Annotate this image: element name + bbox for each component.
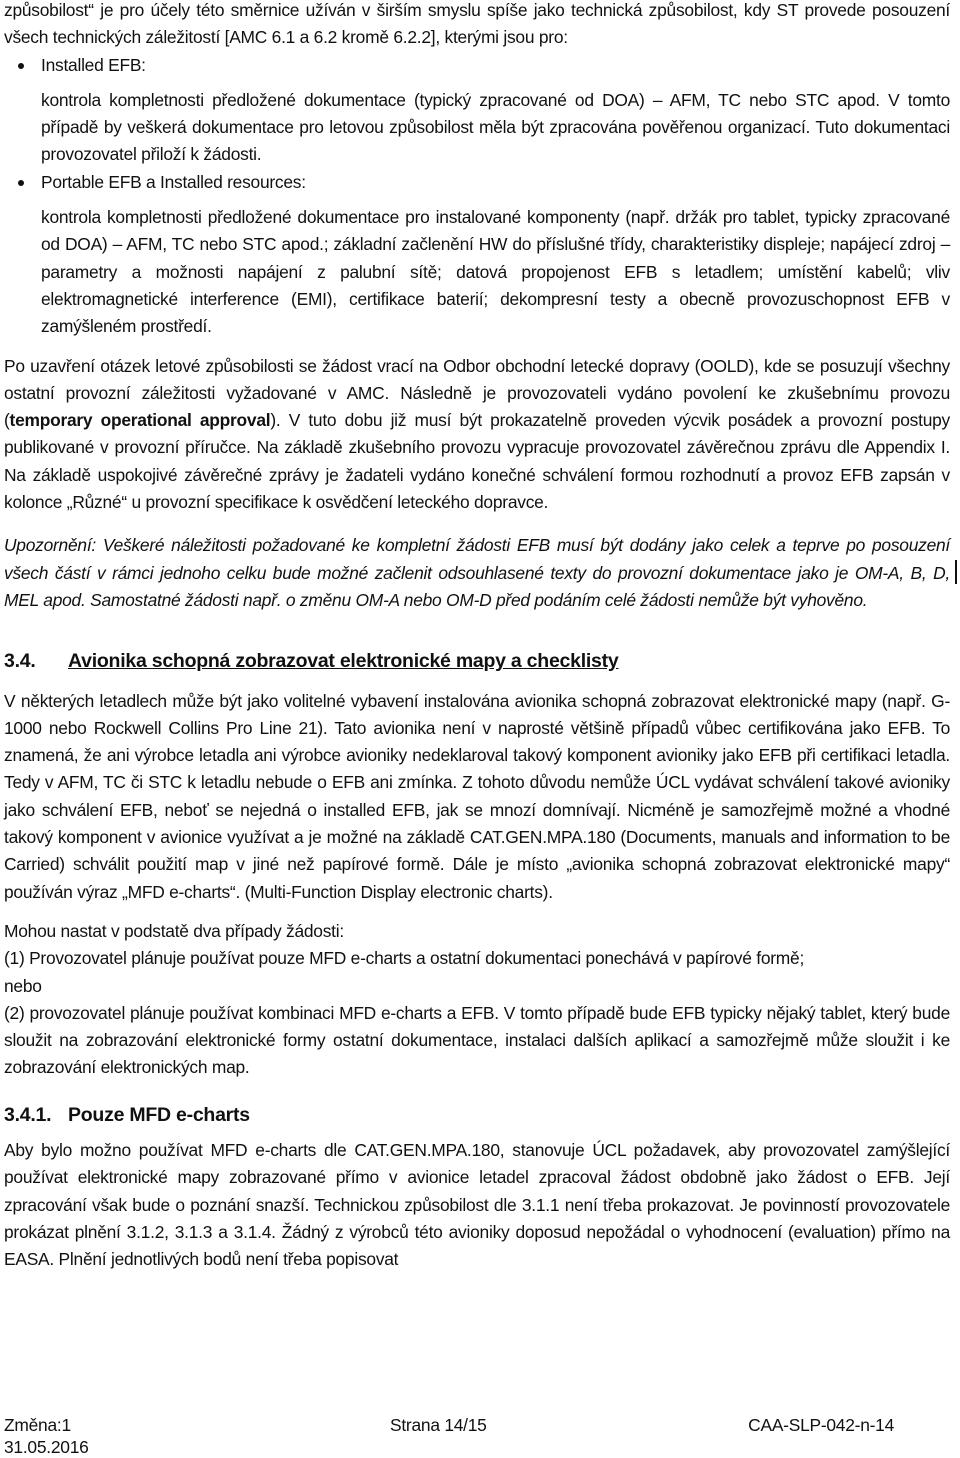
footer-document-id: CAA-SLP-042-n-14 xyxy=(748,1415,894,1435)
bullet-body: kontrola kompletnosti předložené dokumentace (typický zpracované od DOA) – AFM, TC nebo STC apod. V tomto případě by veškerá dokumentace pro letovou způsobilost měla být zpracována pověřenou organizací. Tuto dokumentaci provozovatel přiloží k žádosti. xyxy=(41,89,950,165)
footer-page-number: Strana 14/15 xyxy=(390,1415,487,1435)
section-number: 3.4. xyxy=(4,650,36,673)
section-title: Avionika schopná zobrazovat elektronické mapy a checklisty xyxy=(68,650,619,673)
process-paragraph xyxy=(4,353,950,517)
section-paragraph: Aby bylo možno používat MFD e-charts dle CAT.GEN.MPA.180, stanovuje ÚCL požadavek, aby provozovatel zamýšlející používat elektronické mapy zobrazované přímo v avionice letadel zpracoval žádost obdobně jako žádost o EFB. Její zpracování však bude o poznání snazší. Technickou způsobilost dle 3.1.1 není třeba prokazovat. Je povinností provozovatele prokázat plnění 3.1.2, 3.1.3 a 3.1.4. Žádný z výrobců této avioniky doposud nepožádal o vyhodnocení (evaluation) přímo na EASA. Plnění jednotlivých bodů není třeba popisovat xyxy=(4,1139,950,1270)
warning-text: Upozornění: Veškeré náležitosti požadované ke kompletní žádosti EFB musí být dodány jako celek a teprve po posouzení všech částí v rámci jednoho celku bude možné začlenit odsouhlasené texty do provozní dokumentace jako je OM-A, B, D, MEL apod. Samostatné žádosti např. o změnu OM-A nebo OM-D před podáním celé žádosti nemůže být vyhověno. xyxy=(4,535,950,610)
case-item: (1) Provozovatel plánuje používat pouze MFD e-charts a ostatní dokumentaci ponechává v papírové formě; xyxy=(4,948,805,969)
warning-paragraph xyxy=(4,532,950,614)
bullet-icon xyxy=(4,52,41,79)
case-item: (2) provozovatel plánuje používat kombinaci MFD e-charts a EFB. V tomto případě bude EFB typicky nějaký tablet, který bude sloužit na zobrazování elektronické formy ostatní dokumentace, instalaci dalších aplikací a samozřejmě může sloužit i ke zobrazování elektronických map. xyxy=(4,1002,950,1078)
bullet-title: Portable EFB a Installed resources: xyxy=(41,171,306,192)
footer-date: 31.05.2016 xyxy=(4,1437,89,1457)
section-paragraph: V některých letadlech může být jako volitelné vybavení instalována avionika schopná zobrazovat elektronické mapy (např. G-1000 nebo Rockwell Collins Pro Line 21). Tato avionika není v naprosté většině případů vůbec certifikována jako EFB. To znamená, že ani výrobce letadla ani výrobce avioniky nedeklaroval takový komponent avioniky jako EFB při certifikaci letadla. Tedy v AFM, TC či STC k letadlu nebude o EFB ani zmínka. Z tohoto důvodu nemůže ÚCL vydávat schválení takové avioniky jako schválení EFB, neboť se nejedná o installed EFB, jak se mnozí domnívají. Nicméně je samozřejmě možné a vhodné takový komponent v avionice využívat a je možné na základě CAT.GEN.MPA.180 (Documents, manuals and information to be Carried) schválit použití map v jiné než papírové formě. Dále je místo „avionika schopná zobrazovat elektronické mapy“ používán výraz „MFD e-charts“. (Multi-Function Display electronic charts). xyxy=(4,690,950,902)
footer-change: Změna:1 xyxy=(4,1415,71,1435)
bullet-icon xyxy=(4,169,41,196)
bullet-body: kontrola kompletnosti předložené dokumentace pro instalované komponenty (např. držák pro tablet, typicky zpracované od DOA) – AFM, TC nebo STC apod.; základní začlenění HW do příslušné třídy, charakteristiky displeje; napájecí zdroj – parametry a možnosti napájení z palubní sítě; datová propojenost EFB s letadlem; umístění kabelů; vliv elektromagnetické interference (EMI), certifikace baterií; dekompresní testy a obecně provozuschopnost EFB v zamýšleném prostředí. xyxy=(41,207,950,337)
case-connector: nebo xyxy=(4,975,42,996)
section-heading-3-4 xyxy=(4,648,950,675)
section-title: Pouze MFD e-charts xyxy=(68,1103,250,1126)
revision-bar xyxy=(955,560,957,584)
section-heading-3-4-1 xyxy=(4,1102,950,1129)
bullet-item-portable-efb xyxy=(4,169,950,196)
document-page xyxy=(4,0,950,1273)
process-text-after: ). V tuto dobu již musí být prokazatelně proveden výcvik posádek a provozní postupy publikované v provozní příručce. Na základě zkušebního provozu vypracuje provozovatel závěrečnou zprávu dle Appendix I. Na základě uspokojivé závěrečné zprávy je žadateli vydáno konečné schválení formou rozhodnutí a provoz EFB zapsán v kolonce „Různé“ u provozní specifikace k osvědčení leteckého dopravce. xyxy=(4,410,950,513)
process-text-before: Po uzavření otázek letové způsobilosti se žádost vrací na Odbor obchodní letecké dopravy (OOLD), kde se posuzují všechny ostatní provozní záležitosti vyžadované v AMC. Následně je provozovateli vydáno povolení ke zkušebnímu provozu ( xyxy=(4,355,950,431)
process-text-bold: temporary operational approval xyxy=(9,410,271,431)
bullet-title: Installed EFB: xyxy=(41,54,146,75)
section-paragraph: Mohou nastat v podstatě dva případy žádosti: xyxy=(4,920,344,941)
intro-paragraph: způsobilost“ je pro účely této směrnice užíván v širším smyslu spíše jako technická způsobilost, kdy ST provede posouzení všech technických záležitostí [AMC 6.1 a 6.2 kromě 6.2.2], kterými jsou pro: xyxy=(4,0,950,48)
bullet-item-installed-efb xyxy=(4,52,950,79)
section-number: 3.4.1. xyxy=(4,1103,52,1126)
